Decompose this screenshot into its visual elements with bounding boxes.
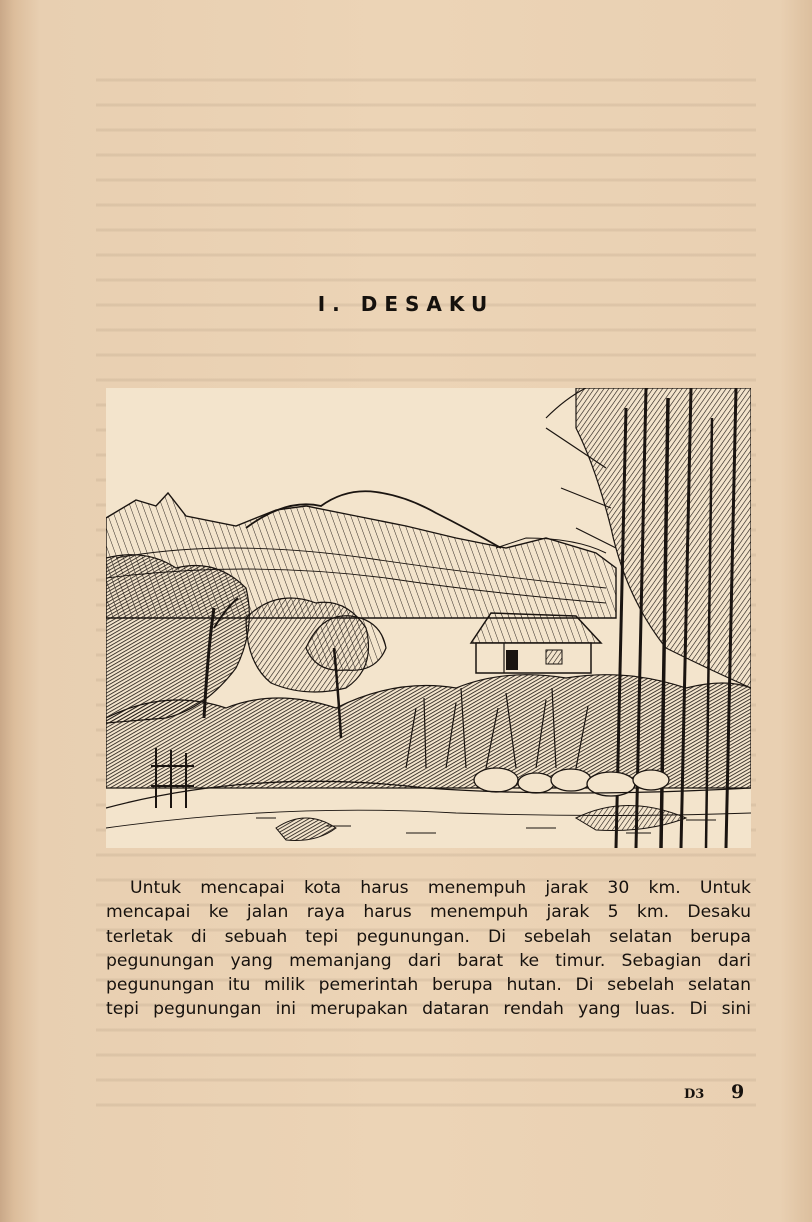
paragraph-line: mencapai ke jalan raya harus menempuh jarak 5 km. Desaku bbox=[106, 902, 751, 923]
paragraph-line: tepi pegunungan ini merupakan dataran rendah yang luas. Di sini bbox=[106, 999, 751, 1020]
signature-code: D3 bbox=[684, 1087, 705, 1102]
chapter-title: I. DESAKU bbox=[317, 292, 495, 316]
paragraph-line: pegunungan yang memanjang dari barat ke timur. Sebagian dari bbox=[106, 950, 751, 971]
body-paragraph bbox=[106, 876, 751, 1022]
paragraph-line: Untuk mencapai kota harus menempuh jarak 30 km. Untuk bbox=[130, 878, 751, 898]
village-landscape-illustration bbox=[106, 388, 751, 848]
paragraph-line: pegunungan itu milik pemerintah berupa hutan. Di sebelah selatan bbox=[106, 975, 751, 996]
page-number: 9 bbox=[731, 1081, 745, 1103]
paragraph-line: terletak di sebuah tepi pegunungan. Di sebelah selatan berupa bbox=[106, 926, 751, 947]
